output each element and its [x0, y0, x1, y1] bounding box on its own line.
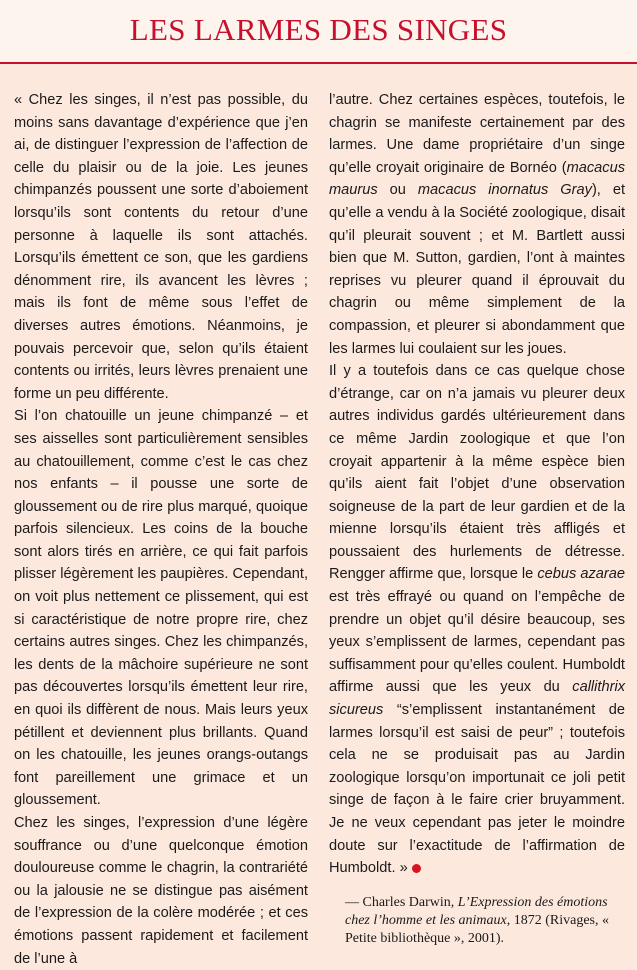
paragraph: « Chez les singes, il n’est pas possible, du moins sans davantage d’expérience que j’en ai, de distinguer l’expression de l’affection de celle du plaisir ou de la joie. Les jeunes chimpanzés poussent une sorte d’aboiement lorsqu’ils sont contents du retour d’une personne à laquelle ils sont attachés. Lorsqu’ils émettent ce son, que les gardiens dénomment rire, ils avancent les lèvres ; mais ils font de même sous l’effet de diverses autres émotions. Néanmoins, je pouvais percevoir que, selon qu’ils étaient contents ou irrités, leurs lèvres prenaient une forme un peu différente.: [14, 92, 308, 402]
text-run: “s’emplissent instantanément de larmes lorsqu’il est saisi de peur” ; toutefois cela ne se produisait pas au Jardin zoologique lorsqu’on importunait ce joli petit singe de façon à le faire crier bruyamment. Je ne veux cependant pas jeter le moindre doute sur l’exactitude de l’affirmation de Humboldt. »: [329, 702, 625, 877]
credit-book-title: L’Expression des émotions chez l’homme et les animaux: [345, 894, 608, 928]
species-name: macacus inornatus Gray: [417, 182, 592, 199]
text-run: est très effrayé ou quand on l’empêche de prendre un objet qu’il désire beaucoup, ses yeux s’emplissent de larmes, cependant pas suffisamment pour qu’elles coulent. Humboldt affirme aussi que les yeux du: [329, 589, 625, 696]
species-name: macacus maurus: [329, 159, 625, 199]
title-band: [0, 0, 637, 64]
text-run: ), et qu’elle a vendu à la Société zoologique, disait qu’il pleurait souvent ; et M. Bartlett aussi bien que M. Sutton, gardien, l’ont à maintes reprises vu pleurer quand il éprouvait du chagrin ou même simplement de la compassion, et pleurer si abondamment que les larmes lui coulaient sur les joues.: [329, 182, 626, 357]
credit-author: — Charles Darwin,: [345, 894, 458, 910]
paragraph: [329, 360, 625, 880]
paragraph: Si l’on chatouille un jeune chimpanzé – et ses aisselles sont particulièrement sensibles au chatouillement, comme c’est le cas chez nos enfants – il pousse une sorte de gloussement ou de rire plus marqué, quoique parfois silencieux. Les coins de la bouche sont alors tirés en arrière, ce qui fait parfois plisser légèrement les paupières. Cependant, on voit plus nettement ce plissement, qui est si caractéristique de notre propre rire, chez certains autres singes. Chez les chimpanzés, les dents de la mâchoire supérieure ne sont pas découvertes lorsqu’ils émettent leur rire, en quoi ils diffèrent de nous. Mais leurs yeux pétillent et deviennent plus brillants. Quand on les chatouille, les jeunes orangs-outangs font pareillement une grimace et un gloussement.: [14, 408, 308, 809]
text-run: Il y a toutefois dans ce cas quelque chose d’étrange, car on n’a jamais vu pleurer deux autres individus gardés ultérieurement dans ce même Jardin zoologique et que l’on croyait appartenir à la même espèce bien qu’ils aient fait l’objet d’une observation soigneuse de la part de leur gardien et de la mienne lorsqu’ils étaient très affligés et poussaient des hurlements de détresse. Rengger affirme que, lorsque le: [329, 363, 625, 583]
credit-details: , 1872 (Rivages, « Petite bibliothèque », 2001).: [345, 912, 609, 946]
source-credit: [329, 894, 625, 948]
paragraph: Chez les singes, l’expression d’une légère souffrance ou d’une quelconque émotion douloureuse comme le chagrin, la contrariété ou la jalousie ne se distingue pas aisément de l’expression de la colère modérée ; et ces émotions passent rapidement et facilement de l’une à: [14, 815, 308, 967]
text-run: l’autre. Chez certaines espèces, toutefois, le chagrin se manifeste certainement par des larmes. Une dame propriétaire d’un singe qu’elle croyait originaire de Bornéo (: [329, 92, 625, 176]
species-name: callithrix sicureus: [329, 679, 625, 719]
left-column: [14, 89, 308, 970]
species-name: cebus azarae: [537, 566, 626, 583]
paragraph: [329, 89, 625, 360]
page-title: LES LARMES DES SINGES: [129, 12, 508, 47]
text-run: ou: [377, 182, 418, 199]
right-column: [329, 89, 625, 948]
end-bullet-icon: [412, 864, 421, 873]
